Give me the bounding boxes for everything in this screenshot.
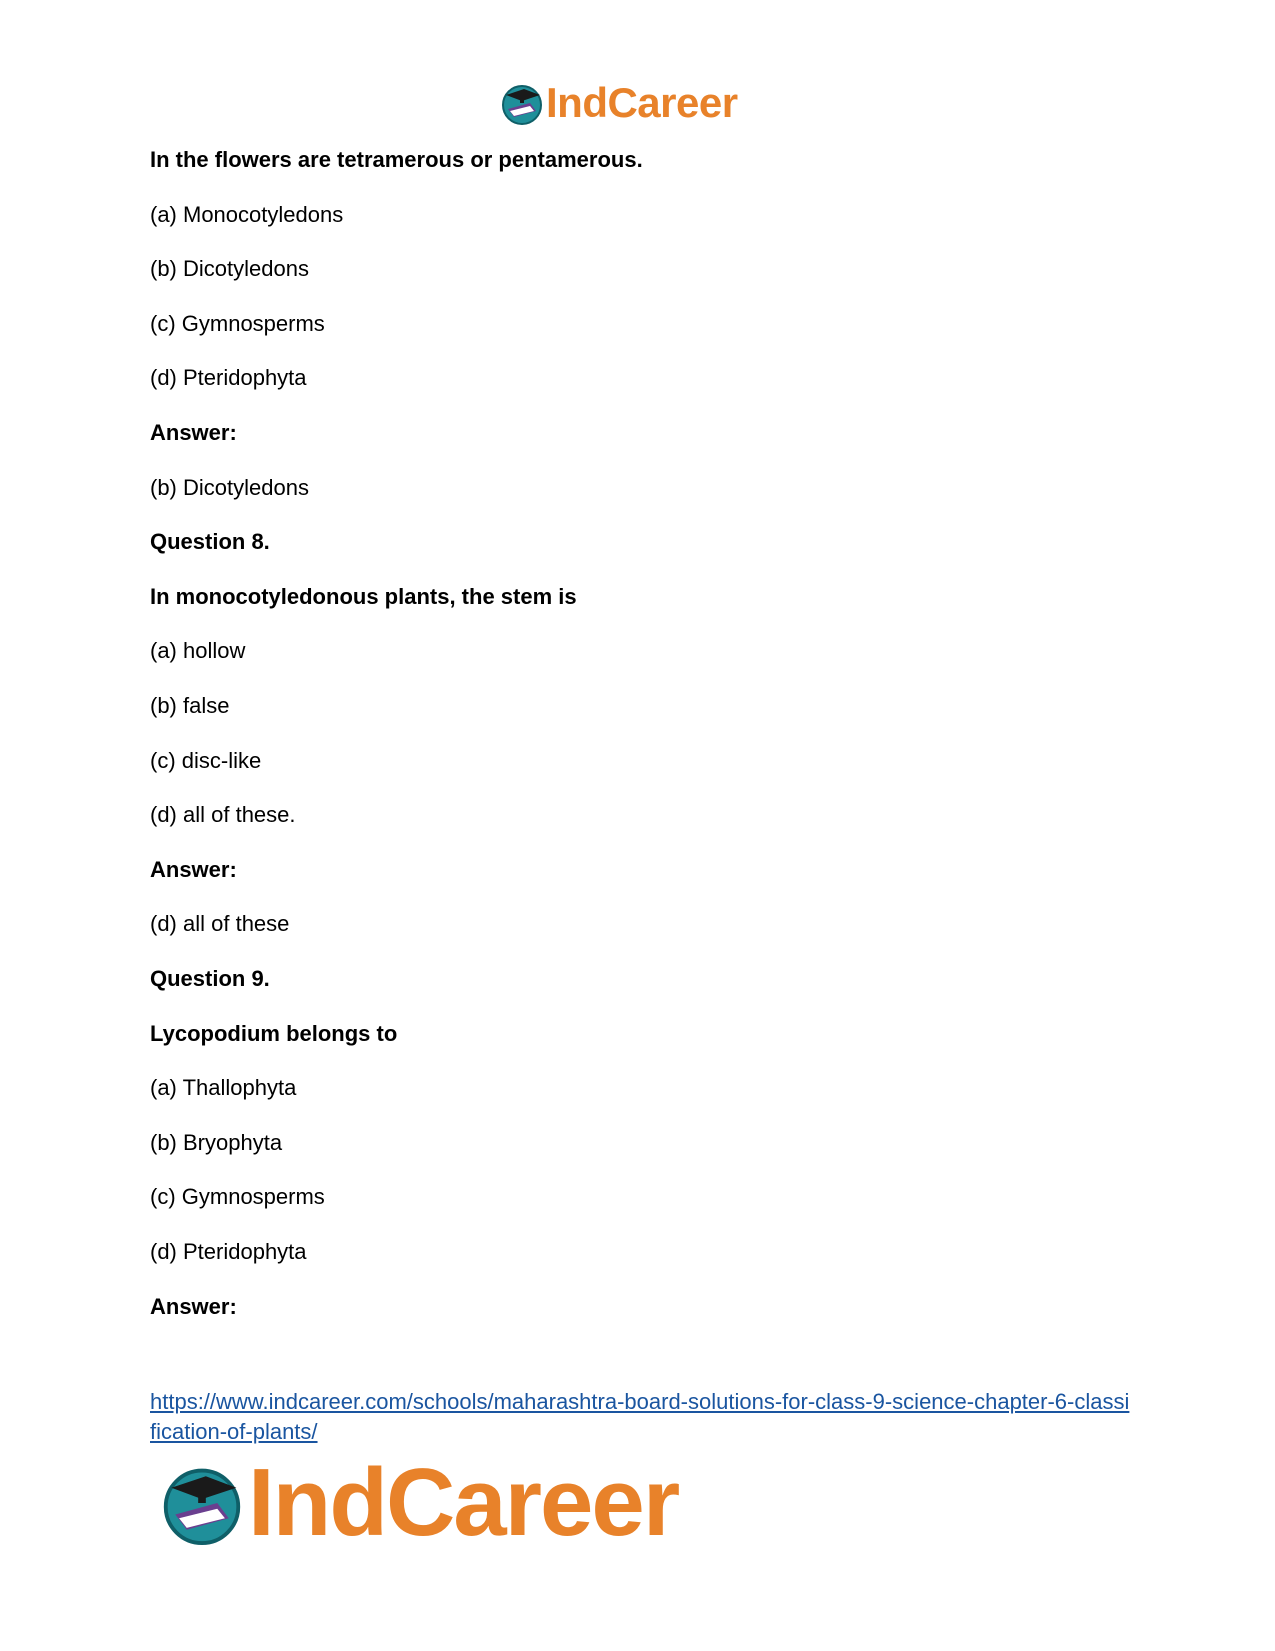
footer-logo — [160, 1449, 679, 1556]
option-line: (d) Pteridophyta — [150, 365, 307, 390]
option-line: (b) Bryophyta — [150, 1130, 283, 1155]
graduation-cap-globe-book-icon — [500, 81, 544, 125]
option-line: (a) hollow — [150, 638, 246, 663]
footer-logo-text: IndCareer — [248, 1449, 679, 1556]
option-line: (c) Gymnosperms — [150, 311, 325, 336]
heading-line: Answer: — [150, 420, 237, 445]
heading-line: In the flowers are tetramerous or pentamerous. — [150, 147, 643, 172]
logo-text: IndCareer — [546, 79, 738, 126]
heading-line: Answer: — [150, 1294, 237, 1319]
source-link[interactable]: https://www.indcareer.com/schools/maharashtra-board-solutions-for-class-9-science-chapter-6-classification-of-plants/ — [150, 1389, 1130, 1444]
heading-line: In monocotyledonous plants, the stem is — [150, 584, 577, 609]
option-line: (b) Dicotyledons — [150, 256, 309, 281]
option-line: (b) Dicotyledons — [150, 475, 309, 500]
option-line: (a) Monocotyledons — [150, 202, 344, 227]
option-line: (a) Thallophyta — [150, 1075, 297, 1100]
option-line: (d) Pteridophyta — [150, 1239, 307, 1264]
option-line: (d) all of these — [150, 911, 290, 936]
heading-line: Question 9. — [150, 966, 270, 991]
heading-line: Question 8. — [150, 529, 270, 554]
option-line: (c) Gymnosperms — [150, 1184, 325, 1209]
option-line: (c) disc-like — [150, 748, 262, 773]
option-line: (d) all of these. — [150, 802, 296, 827]
graduation-cap-globe-book-icon — [160, 1461, 244, 1545]
heading-line: Lycopodium belongs to — [150, 1021, 398, 1046]
heading-line: Answer: — [150, 857, 237, 882]
option-line: (b) false — [150, 693, 230, 718]
header-logo — [500, 78, 738, 128]
